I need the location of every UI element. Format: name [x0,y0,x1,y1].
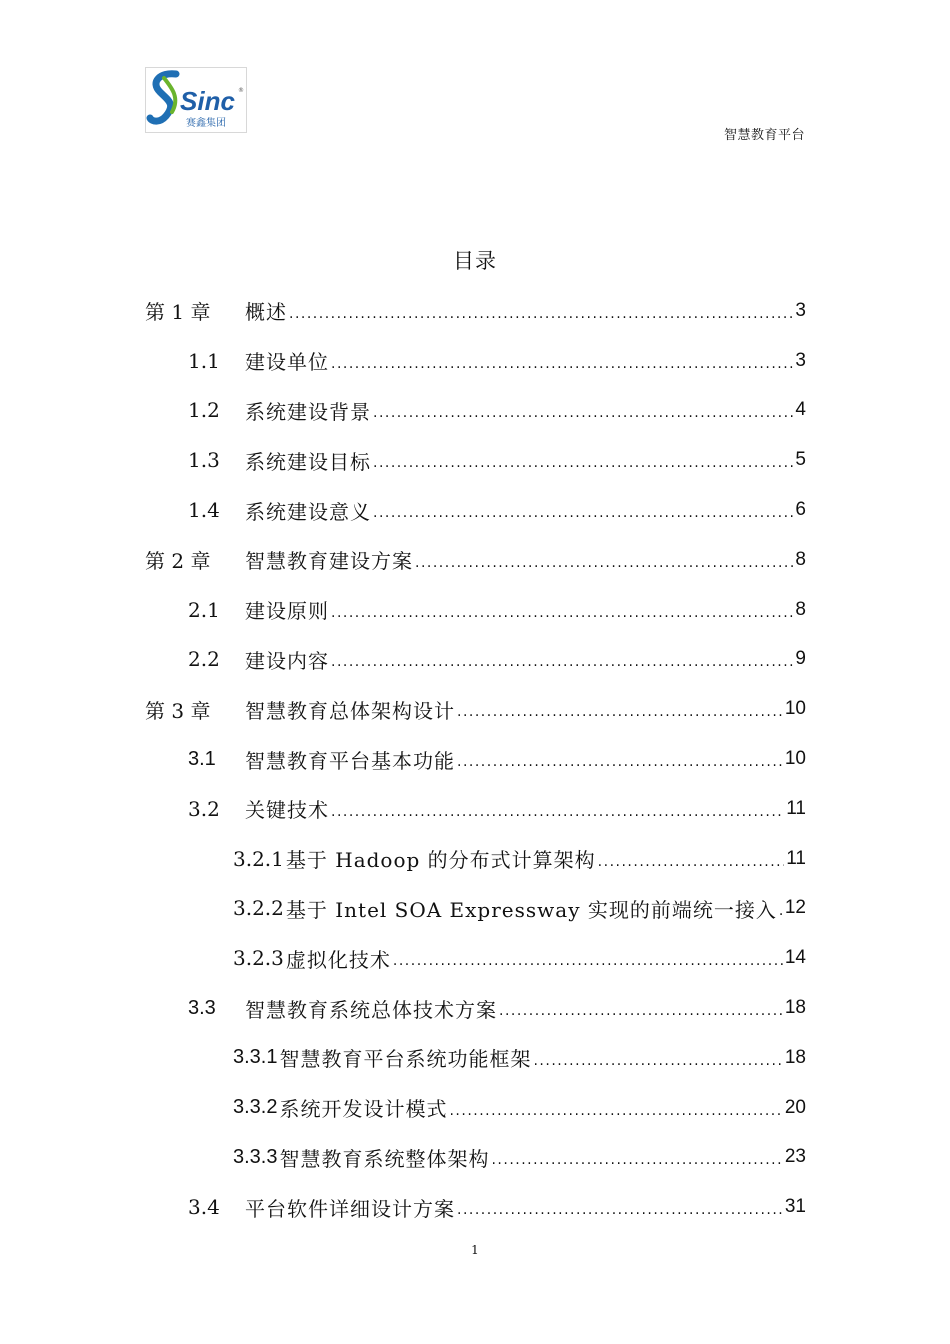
toc-entry-number: 2.2 [188,647,220,672]
toc-entry-title: 关键技术 [245,798,329,823]
toc-entry[interactable] [145,1083,806,1133]
toc-entry-number: 3.2.1 [233,846,284,871]
toc-entry-title: 智慧教育平台系统功能框架 [279,1047,532,1072]
toc-entry[interactable] [145,933,806,983]
toc-entry-number: 1.2 [188,398,220,423]
toc-entry[interactable] [145,884,806,934]
toc-entry[interactable] [145,1133,806,1183]
toc-entry-page: 12 [784,897,806,919]
toc-leader-dots [331,356,793,372]
toc-entry-title: 系统开发设计模式 [279,1097,448,1122]
toc-leader-dots [331,654,793,670]
toc-entry-number: 1.4 [188,498,220,523]
toc-entry-page: 6 [795,499,806,521]
toc-leader-dots [457,704,783,720]
toc-entry-page: 18 [784,997,806,1019]
toc-entry-title: 系统建设目标 [245,449,371,474]
toc-entry[interactable] [145,435,806,485]
toc-entry-number: 1.3 [188,448,220,473]
svg-text:赛鑫集团: 赛鑫集团 [186,118,226,129]
toc-leader-dots [449,1103,782,1119]
toc-entry-number: 3.3.2 [233,1096,278,1119]
toc-leader-dots [331,605,793,621]
toc-leader-dots [598,854,785,870]
toc-entry-number: 3.1 [188,747,216,770]
toc-entry-number: 3.2 [188,796,220,821]
toc-entry-number: 第 2 章 [145,549,211,574]
toc-entry-page: 8 [795,548,806,570]
toc-entry-number: 1.1 [188,348,220,373]
toc-entry-title: 智慧教育总体架构设计 [245,698,455,723]
toc-entry-title: 虚拟化技术 [285,947,391,972]
toc-entry-page: 10 [784,698,806,720]
company-logo [145,67,247,133]
toc-entry-number: 3.4 [188,1195,220,1220]
toc-entry[interactable] [145,983,806,1033]
toc-entry-title: 基于 Intel SOA Expressway 实现的前端统一接入 [285,897,777,922]
toc-leader-dots [373,455,793,471]
svg-text:®: ® [238,87,244,94]
toc-entry-number: 3.3.1 [233,1046,278,1069]
toc-leader-dots [415,555,793,571]
toc-entry[interactable] [145,684,806,734]
toc-entry[interactable] [145,336,806,386]
toc-entry-title: 建设原则 [245,599,329,624]
toc-entry-number: 2.1 [188,597,220,622]
toc-entry[interactable] [145,734,806,784]
toc-entry[interactable] [145,1033,806,1083]
sinc-logo-icon [146,68,246,132]
toc-entry-page: 11 [786,847,806,869]
toc-entry-page: 5 [795,449,806,471]
toc-entry-number: 3.2.3 [233,946,284,971]
toc-entry-page: 3 [795,349,806,371]
toc-entry-title: 系统建设背景 [245,399,371,424]
toc-leader-dots [457,754,783,770]
toc-entry-page: 9 [795,648,806,670]
toc-leader-dots [499,1003,783,1019]
toc-entry-number: 3.3 [188,996,216,1019]
toc-entry-page: 20 [784,1096,806,1118]
toc-leader-dots [533,1053,782,1069]
toc-entry-title: 系统建设意义 [245,499,371,524]
toc-entry-page: 3 [795,299,806,321]
toc-entry-title: 建设内容 [245,648,329,673]
toc-entry-page: 23 [784,1146,806,1168]
toc-entry-page: 31 [784,1196,806,1218]
toc-entry[interactable] [145,1182,806,1232]
toc-entry-page: 4 [795,399,806,421]
toc-title: 目录 [453,249,497,273]
toc-leader-dots [289,306,793,322]
toc-entry[interactable] [145,386,806,436]
toc-entry-title: 智慧教育平台基本功能 [245,748,455,773]
svg-text:Sinc: Sinc [180,86,235,116]
toc-entry-number: 3.3.3 [233,1145,278,1168]
toc-entry-number: 第 1 章 [145,300,211,325]
page-number: 1 [471,1243,479,1257]
toc-entry[interactable] [145,635,806,685]
toc-entry-page: 11 [786,797,806,819]
toc-entry-title: 智慧教育建设方案 [245,549,413,574]
toc-entry-number: 第 3 章 [145,698,211,723]
toc-entry-page: 14 [784,947,806,969]
toc-entry-title: 平台软件详细设计方案 [245,1196,455,1221]
toc-entry[interactable] [145,834,806,884]
toc-entry-page: 18 [784,1046,806,1068]
toc-entry-title: 建设单位 [245,350,329,375]
toc-entry-number: 3.2.2 [233,896,284,921]
toc-leader-dots [331,804,784,820]
toc-leader-dots [491,1152,782,1168]
header-title: 智慧教育平台 [723,128,805,143]
toc-entry-title: 智慧教育系统总体技术方案 [245,997,497,1022]
toc-entry-title: 基于 Hadoop 的分布式计算架构 [285,848,596,873]
toc-entry[interactable] [145,485,806,535]
table-of-contents [145,286,806,1232]
toc-leader-dots [393,953,783,969]
toc-entry[interactable] [145,535,806,585]
toc-entry-page: 8 [795,598,806,620]
toc-entry-title: 智慧教育系统整体架构 [279,1146,490,1171]
toc-entry[interactable] [145,585,806,635]
toc-entry[interactable] [145,286,806,336]
toc-entry-page: 10 [784,748,806,770]
toc-leader-dots [373,405,793,421]
toc-leader-dots [373,505,793,521]
toc-leader-dots [457,1202,783,1218]
toc-leader-dots [779,903,783,919]
toc-entry-title: 概述 [245,300,287,325]
toc-entry[interactable] [145,784,806,834]
